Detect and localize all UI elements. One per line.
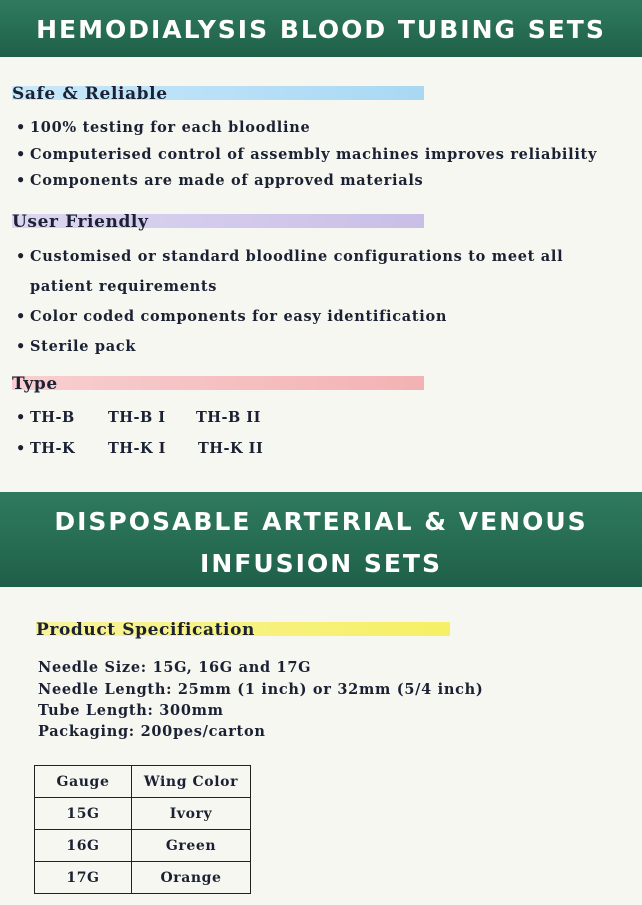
- list-item: [16, 338, 136, 355]
- list-item-text: Color coded components for easy identification: [30, 308, 448, 325]
- gauge-cell: 15G: [35, 798, 132, 830]
- type-row: [16, 440, 263, 457]
- section-heading-text: Safe & Reliable: [12, 84, 168, 104]
- bullet-icon: •: [16, 119, 26, 136]
- list-item: [16, 119, 310, 136]
- table-row: [35, 862, 251, 894]
- list-item: [16, 172, 423, 189]
- table-row: [35, 830, 251, 862]
- spec-line: Needle Length: 25mm (1 inch) or 32mm (5/4 inch): [38, 681, 484, 698]
- infusion-title-line2: INFUSION SETS: [200, 549, 442, 578]
- hemodialysis-banner: [0, 0, 642, 57]
- bullet-icon: •: [16, 409, 26, 426]
- bullet-icon: •: [16, 440, 26, 457]
- type-code: TH-B I: [108, 409, 166, 426]
- list-item-text: Sterile pack: [30, 338, 137, 355]
- type-code: TH-K: [30, 440, 76, 457]
- infusion-title-line1: DISPOSABLE ARTERIAL & VENOUS: [54, 507, 588, 536]
- bullet-icon: •: [16, 338, 26, 355]
- list-item: [16, 308, 447, 325]
- table-row: [35, 798, 251, 830]
- spec-line: Needle Size: 15G, 16G and 17G: [38, 659, 312, 676]
- type-code: TH-B II: [196, 409, 261, 426]
- bullet-icon: •: [16, 308, 26, 325]
- wing-color-cell: Green: [132, 830, 251, 862]
- list-item-text: Customised or standard bloodline configurations to meet all: [30, 248, 564, 265]
- gauge-color-table: [34, 765, 251, 894]
- gauge-cell: 16G: [35, 830, 132, 862]
- type-code: TH-K I: [108, 440, 166, 457]
- gauge-cell: 17G: [35, 862, 132, 894]
- bullet-icon: •: [16, 248, 26, 265]
- spec-line: Packaging: 200pes/carton: [38, 723, 266, 740]
- type-row: [16, 409, 261, 426]
- section-heading-text: Product Specification: [36, 620, 255, 640]
- list-item-text: Computerised control of assembly machines improves reliability: [30, 146, 598, 163]
- bullet-icon: •: [16, 146, 26, 163]
- list-item-continuation: patient requirements: [30, 278, 218, 295]
- list-item: [16, 146, 597, 163]
- bullet-icon: •: [16, 172, 26, 189]
- table-header-row: [35, 766, 251, 798]
- section-heading-text: Type: [12, 374, 58, 394]
- list-item-text: Components are made of approved materials: [30, 172, 424, 189]
- hemodialysis-title: HEMODIALYSIS BLOOD TUBING SETS: [36, 15, 606, 44]
- type-code: TH-K II: [198, 440, 264, 457]
- list-item: [16, 248, 563, 265]
- column-header-gauge: Gauge: [35, 766, 132, 798]
- wing-color-cell: Orange: [132, 862, 251, 894]
- spec-line: Tube Length: 300mm: [38, 702, 224, 719]
- list-item-text: 100% testing for each bloodline: [30, 119, 311, 136]
- wing-color-cell: Ivory: [132, 798, 251, 830]
- column-header-wing-color: Wing Color: [132, 766, 251, 798]
- section-heading-text: User Friendly: [12, 212, 149, 232]
- type-code: TH-B: [30, 409, 75, 426]
- infusion-banner: [0, 492, 642, 587]
- heading-highlight-bar: [12, 376, 424, 390]
